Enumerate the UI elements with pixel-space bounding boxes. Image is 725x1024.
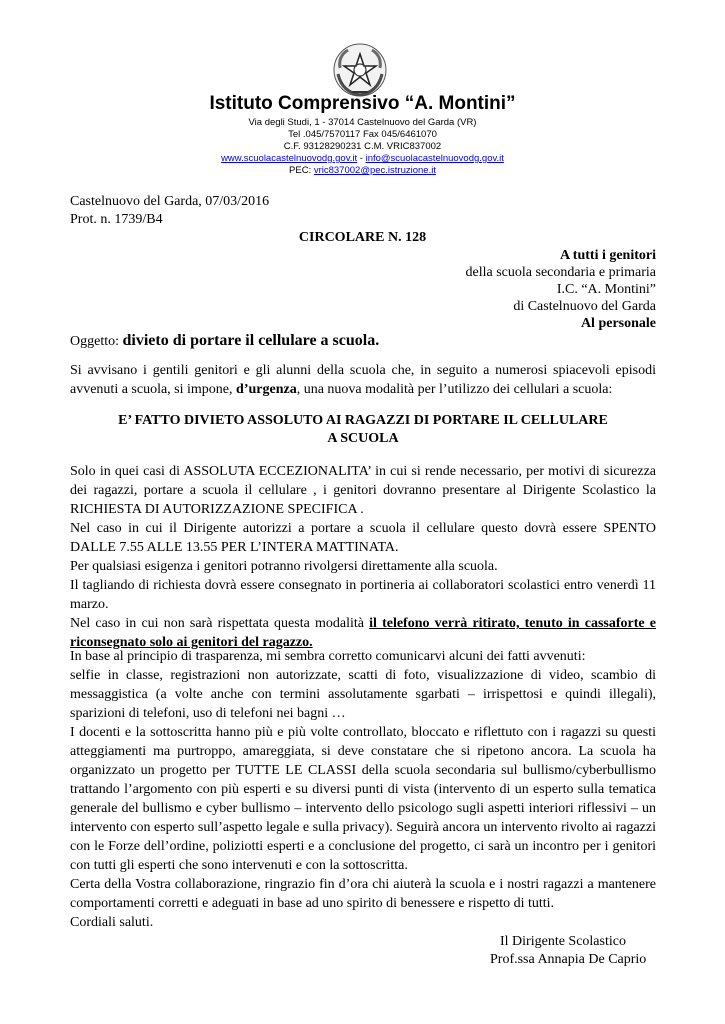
- republic-emblem-icon: [332, 42, 388, 98]
- authorization-paragraph: Nel caso in cui il Dirigente autorizzi a portare a scuola il cellulare questo dovrà essere SPENTO DALLE 7.55 ALLE 13.55 PER L’INTERA MATTINATA.: [70, 521, 656, 555]
- rules-section: [70, 462, 656, 652]
- incidents-paragraph: selfie in classe, registrazioni non autorizzate, scatti di foto, visualizzazione di video, scambio di messaggistica (a volte anche con termini assolutamente sgarbati – irrispettosi e quindi illegali), sparizioni di telefoni, uso di telefoni nei bagni …: [70, 668, 656, 721]
- prohibition-heading-line2: A SCUOLA: [327, 431, 399, 446]
- school-phone: Tel .045/7570117 Fax 045/6461070: [288, 129, 437, 140]
- transparency-paragraph: In base al principio di trasparenza, mi sembra corretto comunicarvi alcuni dei fatti avvenuti:: [70, 649, 586, 664]
- email-link[interactable]: info@scuolacastelnuovodg.gov.it: [365, 153, 504, 164]
- recipient-institute: I.C. “A. Montini”: [556, 282, 656, 297]
- recipient-schools: della scuola secondaria e primaria: [465, 265, 656, 280]
- facts-section: [70, 647, 656, 932]
- penalty-text: Nel caso in cui non sarà rispettata questa modalità: [70, 616, 370, 631]
- exception-paragraph: Solo in quei casi di ASSOLUTA ECCEZIONALITA’ in cui si rende necessario, per motivi di sicurezza dei ragazzi, portare a scuola il cellulare , i genitori dovranno presentare al Dirigente Scolastico la RICHIESTA DI AUTORIZZAZIONE SPECIFICA .: [70, 464, 656, 517]
- pec-label: PEC:: [289, 165, 314, 176]
- penalty-underlined: il telefono verrà ritirato, tenuto in cassaforte e riconsegnato solo ai genitori del ragazzo.: [70, 616, 656, 650]
- contact-paragraph: Per qualsiasi esigenza i genitori potranno rivolgersi direttamente alla scuola.: [70, 559, 498, 574]
- intro-text-2: , una nuova modalità per l’utilizzo dei cellulari a scuola:: [296, 382, 613, 397]
- subject-label: Oggetto:: [70, 334, 123, 349]
- closing-greeting: Cordiali saluti.: [70, 915, 154, 930]
- project-paragraph: I docenti e la sottoscritta hanno più e più volte controllato, bloccato e riflettuto con i ragazzi su questi atteggiamenti ma purtroppo, amareggiata, si deve constatare che si ripetono ancora. La scuola ha organizzato un progetto per TUTTE LE CLASSI della scuola secondaria sul bullismo/cyberbullismo trattando l’argomento con più esperti e su diversi punti di vista (intervento di un esperto sulla tematica generale del bullismo e cyber bullismo – intervento dello psicologo sugli aspetti interiori riflessivi – un intervento con esperto sull’aspetto legale e sulla privacy). Seguirà ancora un intervento rivolto ai ragazzi con le Forze dell’ordine, poliziotti esperti e a conclusione del progetto, ci sarà un incontro per i genitori con tutti gli esperti che sono intervenuti e con la sottoscritta.: [70, 725, 656, 873]
- website-link[interactable]: www.scuolacastelnuovodg.gov.it: [221, 153, 358, 164]
- protocol-number: Prot. n. 1739/B4: [70, 212, 163, 227]
- intro-text-1: Si avvisano i gentili genitori e gli alunni della scuola che, in seguito a numerosi spiacevoli episodi avvenuti a scuola, si impone,: [70, 363, 656, 397]
- recipient-town: di Castelnuovo del Garda: [513, 299, 656, 314]
- prohibition-heading-line1: E’ FATTO DIVIETO ASSOLUTO AI RAGAZZI DI PORTARE IL CELLULARE: [118, 413, 608, 428]
- school-address: Via degli Studi, 1 - 37014 Castelnuovo del Garda (VR): [248, 117, 477, 128]
- school-name: Istituto Comprensivo “A. Montini”: [209, 93, 516, 114]
- recipient-parents: A tutti i genitori: [559, 248, 656, 263]
- subject-text: divieto di portare il cellulare a scuola.: [122, 332, 380, 349]
- school-codes: C.F. 93128290231 C.M. VRIC837002: [283, 141, 442, 152]
- place-date: Castelnuovo del Garda, 07/03/2016: [70, 194, 270, 209]
- thanks-paragraph: Certa della Vostra collaborazione, ringrazio fin d’ora chi aiuterà la scuola e i nostri ragazzi a mantenere comportamenti corretti e adeguati in base ad uno spirito di benessere e rispetto di tutti.: [70, 877, 656, 911]
- signature-name: Prof.ssa Annapia De Caprio: [490, 952, 647, 967]
- contacts-separator: -: [357, 153, 366, 164]
- pec-link[interactable]: vric837002@pec.istruzione.it: [313, 165, 436, 176]
- subject-line: [70, 332, 379, 350]
- signature-title: Il Dirigente Scolastico: [500, 934, 626, 949]
- deadline-paragraph: Il tagliando di richiesta dovrà essere consegnato in portineria ai collaboratori scolastici entro venerdì 11 marzo.: [70, 578, 656, 612]
- school-contacts: [0, 153, 725, 165]
- intro-paragraph: [70, 361, 656, 399]
- intro-bold: d’urgenza: [236, 382, 297, 397]
- recipient-staff: Al personale: [580, 316, 656, 331]
- circular-number: CIRCOLARE N. 128: [298, 230, 427, 245]
- school-pec: [0, 165, 725, 177]
